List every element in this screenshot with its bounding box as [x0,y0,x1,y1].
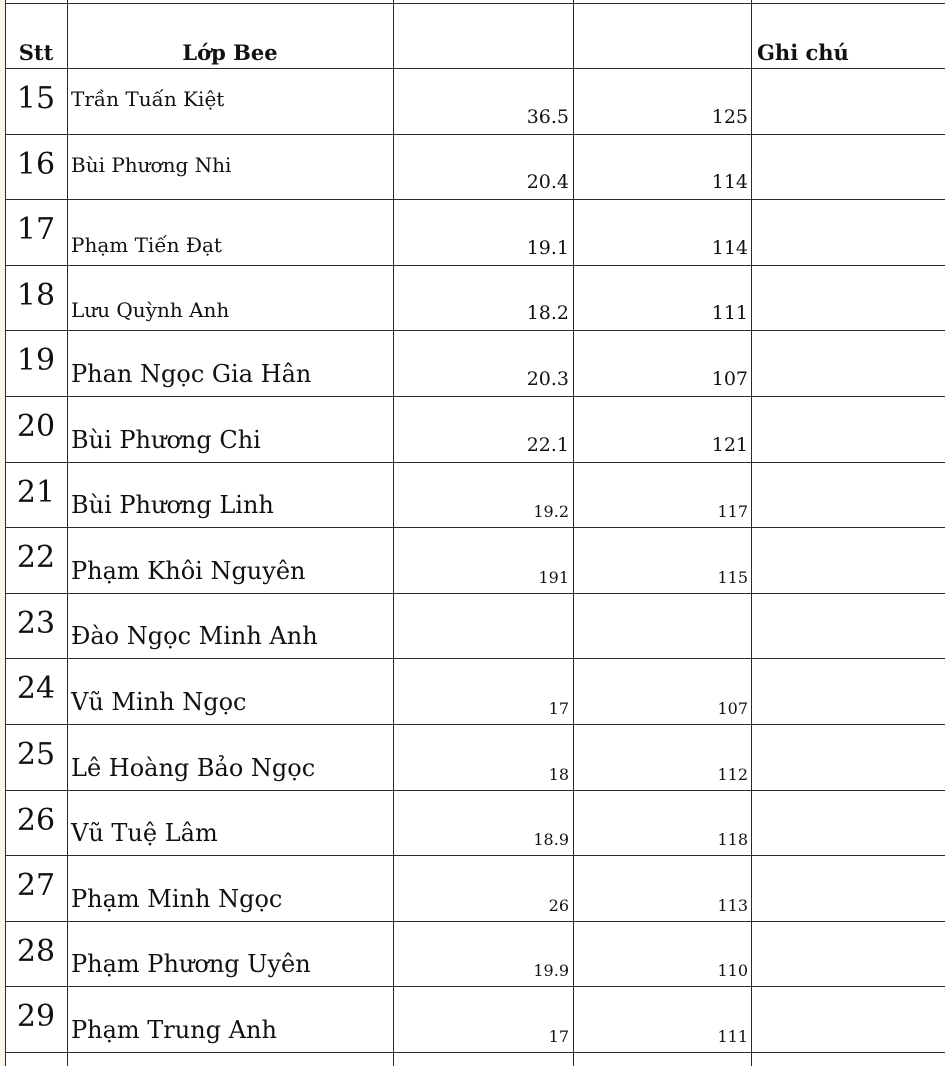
row-stt: 27 [16,868,56,903]
row-stt: 22 [16,540,56,575]
row-value-1: 19.2 [533,502,569,521]
row-stt: 24 [16,671,56,706]
row-value-1: 18 [548,765,569,784]
grid-line [5,658,945,659]
grid-line [5,134,945,135]
row-name: Phạm Trung Anh [71,1016,277,1044]
grid-line [5,3,945,4]
row-value-2: 112 [717,765,748,784]
row-stt: 21 [16,475,56,510]
row-stt: 23 [16,606,56,641]
row-value-2: 125 [711,106,748,128]
row-name: Đào Ngọc Minh Anh [71,622,318,650]
grid-line [5,199,945,200]
row-name: Trần Tuấn Kiệt [71,87,225,111]
row-value-2: 121 [711,434,748,456]
grid-line [5,396,945,397]
row-stt: 20 [16,409,56,444]
row-name: Phạm Tiến Đạt [71,233,222,257]
row-value-1: 18.2 [526,302,569,324]
grid-line [5,855,945,856]
grid-line [5,527,945,528]
row-value-1: 20.4 [526,171,569,193]
row-name: Bùi Phương Linh [71,491,274,519]
row-value-1: 22.1 [526,434,569,456]
row-value-2: 117 [717,502,748,521]
row-value-2: 115 [717,568,748,587]
row-value-1: 36.5 [526,106,569,128]
row-stt: 19 [16,343,56,378]
row-stt: 25 [16,737,56,772]
row-value-2: 111 [717,1027,748,1046]
row-value-1: 17 [548,1027,569,1046]
row-value-2: 107 [711,368,748,390]
row-value-1: 19.9 [533,961,569,980]
row-name: Phan Ngọc Gia Hân [71,360,312,388]
row-value-1: 19.1 [526,237,569,259]
grid-line [5,330,945,331]
row-stt: 29 [16,999,56,1034]
row-value-1: 191 [538,568,569,587]
row-name: Bùi Phương Chi [71,426,261,454]
row-name: Lê Hoàng Bảo Ngọc [71,754,316,782]
row-value-2: 114 [711,237,748,259]
row-value-2: 118 [717,830,748,849]
grid-line [5,790,945,791]
header-stt: Stt [18,40,54,65]
row-value-2: 114 [711,171,748,193]
row-name: Lưu Quỳnh Anh [71,298,230,322]
row-value-1: 26 [548,896,569,915]
row-value-2: 113 [717,896,748,915]
header-class-name: Lớp Bee [182,40,278,65]
grid-line [751,0,752,1066]
row-name: Phạm Phương Uyên [71,950,311,978]
row-value-2: 110 [717,961,748,980]
grid-line [5,921,945,922]
row-stt: 17 [16,212,56,247]
row-stt: 18 [16,278,56,313]
grid-line [67,0,68,1066]
grid-line [5,1052,945,1053]
row-value-1: 18.9 [533,830,569,849]
row-value-2: 107 [717,699,748,718]
row-name: Phạm Minh Ngọc [71,885,283,913]
row-name: Vũ Minh Ngọc [71,688,247,716]
grid-line [5,724,945,725]
row-value-1: 17 [548,699,569,718]
row-stt: 28 [16,934,56,969]
header-note: Ghi chú [757,40,849,65]
grid-line [5,68,945,69]
row-name: Bùi Phương Nhi [71,153,232,177]
row-value-1: 20.3 [526,368,569,390]
grid-line [5,593,945,594]
row-stt: 26 [16,803,56,838]
row-name: Phạm Khôi Nguyên [71,557,306,585]
grid-line [5,462,945,463]
row-value-2: 111 [711,302,748,324]
grid-line [5,986,945,987]
grid-line [5,265,945,266]
row-name: Vũ Tuệ Lâm [71,819,218,847]
row-stt: 15 [16,81,56,116]
row-stt: 16 [16,147,56,182]
